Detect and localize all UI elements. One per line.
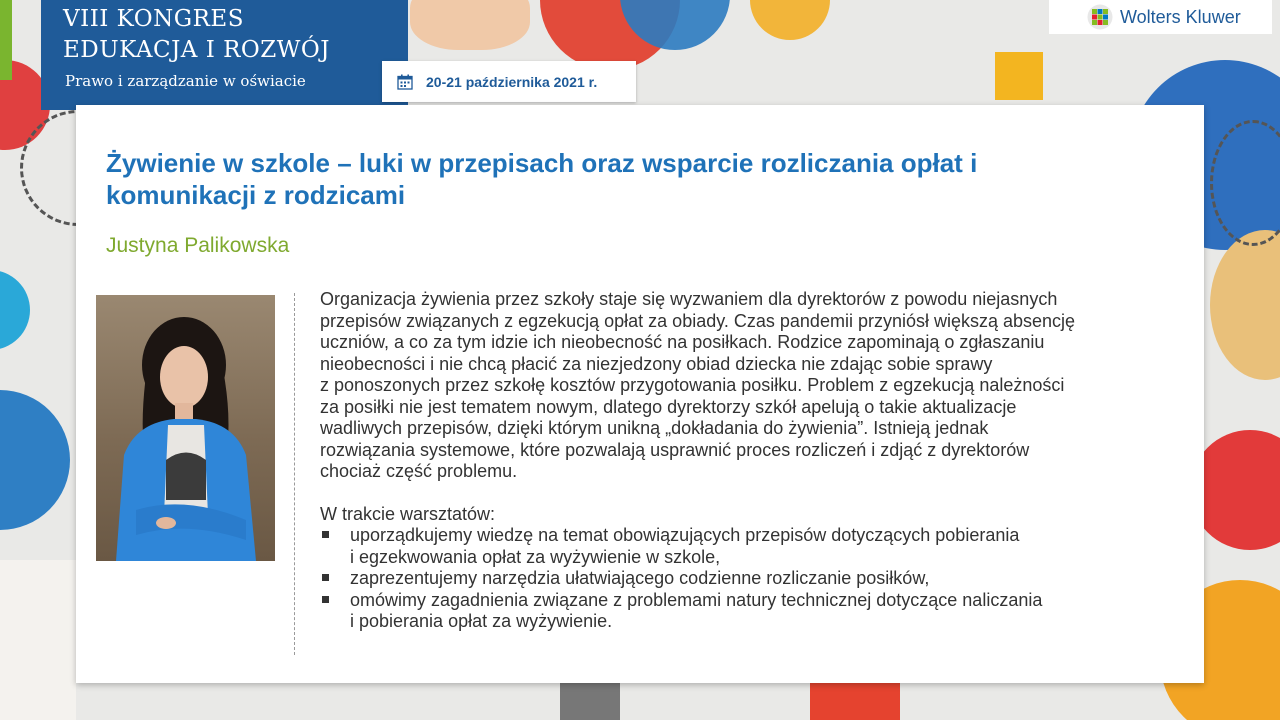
speaker-photo bbox=[96, 295, 275, 561]
wolters-kluwer-logo-icon bbox=[1087, 4, 1113, 30]
congress-title-line2: EDUKACJA I ROZWÓJ bbox=[63, 37, 330, 63]
bullet-icon bbox=[322, 596, 329, 603]
speaker-name: Justyna Palikowska bbox=[106, 234, 290, 257]
bullet-icon bbox=[322, 531, 329, 538]
workshop-list bbox=[320, 525, 1180, 633]
bg-green-stripe bbox=[0, 0, 12, 80]
workshop-heading: W trakcie warsztatów: bbox=[320, 503, 496, 524]
calendar-icon bbox=[397, 74, 413, 90]
content-divider bbox=[294, 293, 295, 655]
list-item-text: zaprezentujemy narzędzia ułatwiającego codzienne rozliczanie posiłków, bbox=[350, 568, 930, 588]
bg-hair bbox=[1210, 230, 1280, 380]
event-date-badge bbox=[382, 61, 636, 102]
bg-red-shape-bottom bbox=[810, 683, 900, 720]
bg-grey-shape-bottom bbox=[560, 683, 620, 720]
bg-blue-circle bbox=[0, 390, 70, 530]
brand-name: Wolters Kluwer bbox=[1120, 6, 1241, 27]
list-item bbox=[320, 590, 1180, 633]
bullet-icon bbox=[322, 574, 329, 581]
session-title: Żywienie w szkole – luki w przepisach oraz wsparcie rozliczania opłat i komunikacji z rodzicami bbox=[106, 148, 978, 210]
bg-hand-shape bbox=[410, 0, 530, 50]
congress-subtitle: Prawo i zarządzanie w oświacie bbox=[65, 72, 306, 90]
list-item-text: uporządkujemy wiedzę na temat obowiązujących przepisów dotyczących pobierania i egzekwowania opłat za wyżywienie w szkole, bbox=[350, 525, 1020, 567]
bg-cyan-circle bbox=[0, 270, 30, 350]
list-item bbox=[320, 568, 1180, 590]
session-card bbox=[76, 105, 1204, 683]
bg-yellow-square bbox=[995, 52, 1043, 100]
list-item-text: omówimy zagadnienia związane z problemami natury technicznej dotyczące naliczania i pobierania opłat za wyżywienie. bbox=[350, 589, 1043, 631]
bg-paper-sheet bbox=[0, 560, 76, 720]
bg-yellow-circle-top bbox=[750, 0, 830, 40]
session-description bbox=[320, 289, 1180, 633]
brand-logo bbox=[1049, 0, 1272, 34]
speaker-portrait-illustration bbox=[96, 295, 275, 561]
description-paragraph: Organizacja żywienia przez szkoły staje się wyzwaniem dla dyrektorów z powodu niejasnych przepisów związanych z egzekucją opłat za obiady. Czas pandemii przyniósł większą absencję uczniów, a co za tym idzie ich nieobecność na posiłkach. Rodzice zapominają o zgłaszaniu nieobecności i nie chcą płacić za niezjedzony obiad dziecka nie zdając sobie sprawy z ponoszonych przez szkołę kosztów przygotowania posiłku. Problem z egzekucją należności za posiłki nie jest tematem nowym, dlatego dyrektorzy szkół apelują o takie aktualizacje wadliwych przepisów, dzięki którym unikną „dokładania do żywienia”. Istnieją jednak rozwiązania systemowe, które pozwalają usprawnić proces rozliczeń i zdjąć z dyrektorów chociaż część problemu. bbox=[320, 289, 1076, 481]
event-date: 20-21 października 2021 r. bbox=[426, 73, 598, 90]
congress-header bbox=[41, 0, 408, 110]
list-item bbox=[320, 525, 1180, 568]
congress-title-line1: VIII KONGRES bbox=[63, 6, 244, 32]
